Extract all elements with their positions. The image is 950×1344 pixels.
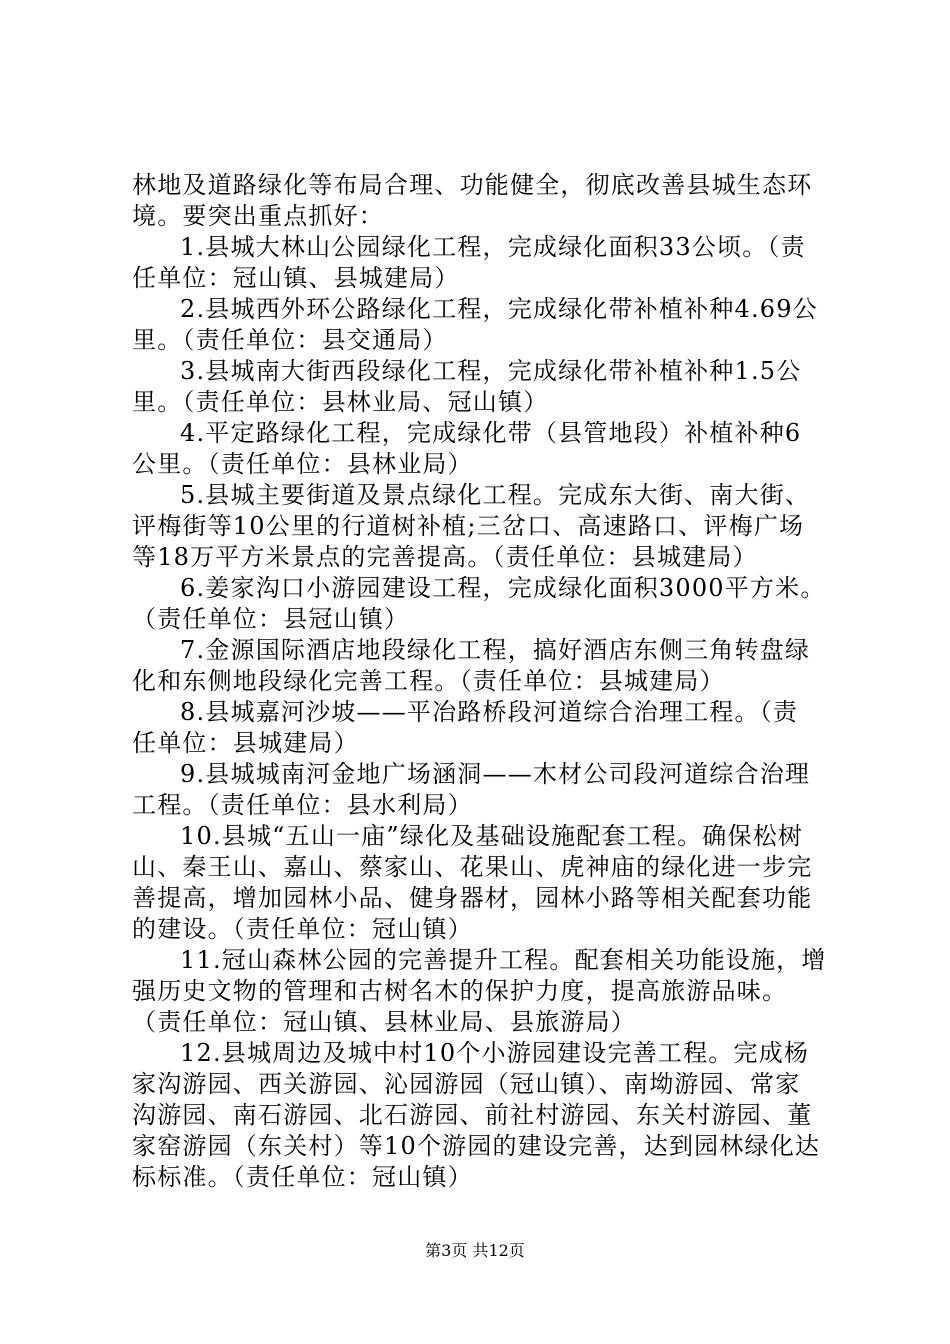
- list-item-5-line: 评梅街等10公里的行道树补植;三岔口、高速路口、评梅广场: [132, 512, 805, 540]
- list-item-8-line: 任单位：县城建局）: [132, 729, 359, 757]
- list-item-12-line: 家窑游园（东关村）等10个游园的建设完善，达到园林绿化达: [132, 1132, 821, 1160]
- list-item-1-line: 1.县城大林山公园绿化工程，完成绿化面积33公顷。（责: [180, 233, 806, 261]
- list-item-10-line: 山、秦王山、嘉山、蔡家山、花果山、虎神庙的绿化进一步完: [132, 853, 813, 881]
- list-item-12-line: 家沟游园、西关游园、沁园游园（冠山镇）、南坳游园、常家: [132, 1070, 801, 1098]
- list-item-10-line: 10.县城“五山一庙”绿化及基础设施配套工程。确保松树: [180, 822, 804, 850]
- page-number-footer: 第3页 共12页: [425, 1241, 525, 1260]
- list-item-11-line: （责任单位：冠山镇、县林业局、县旅游局）: [132, 1008, 636, 1036]
- list-item-2-line: 里。（责任单位：县交通局）: [132, 326, 448, 354]
- list-item-10-line: 的建设。（责任单位：冠山镇）: [132, 915, 473, 943]
- list-item-4-line: 公里。（责任单位：县林业局）: [132, 450, 473, 478]
- list-item-3-line: 3.县城南大街西段绿化工程，完成绿化带补植补种1.5公: [180, 357, 802, 385]
- list-item-9-line: 工程。（责任单位：县水利局）: [132, 791, 473, 819]
- list-item-10-line: 善提高，增加园林小品、健身器材，园林小路等相关配套功能: [132, 884, 813, 912]
- list-item-7-line: 化和东侧地段绿化完善工程。（责任单位：县城建局）: [132, 667, 725, 695]
- list-item-1-line: 任单位：冠山镇、县城建局）: [132, 264, 460, 292]
- list-item-5-line: 等18万平方米景点的完善提高。（责任单位：县城建局）: [132, 543, 758, 571]
- list-item-8-line: 8.县城嘉河沙坡——平冶路桥段河道综合治理工程。（责: [180, 698, 799, 726]
- list-item-11-line: 强历史文物的管理和古树名木的保护力度，提高旅游品味。: [132, 977, 788, 1005]
- list-item-12-line: 12.县城周边及城中村10个小游园建设完善工程。完成杨: [180, 1039, 810, 1067]
- document-body: [132, 170, 832, 1193]
- list-item-2-line: 2.县城西外环公路绿化工程，完成绿化带补植补种4.69公: [180, 295, 818, 323]
- list-item-12-line: 沟游园、南石游园、北石游园、前社村游园、东关村游园、董: [132, 1101, 813, 1129]
- list-item-6-line: 6.姜家沟口小游园建设工程，完成绿化面积3000平方米。: [180, 574, 826, 602]
- list-item-3-line: 里。（责任单位：县林业局、冠山镇）: [132, 388, 549, 416]
- list-item-5-line: 5.县城主要街道及景点绿化工程。完成东大街、南大街、: [180, 481, 811, 509]
- list-item-11-line: 11.冠山森林公园的完善提升工程。配套相关功能设施，增: [180, 946, 827, 974]
- list-item-9-line: 9.县城城南河金地广场涵洞——木材公司段河道综合治理: [180, 760, 811, 788]
- text-line: 林地及道路绿化等布局合理、功能健全，彻底改善县城生态环: [132, 171, 813, 199]
- list-item-6-line: （责任单位：县冠山镇）: [132, 605, 410, 633]
- list-item-7-line: 7.金源国际酒店地段绿化工程，搞好酒店东侧三角转盘绿: [180, 636, 811, 664]
- text-line: 境。要突出重点抓好：: [132, 202, 384, 230]
- list-item-12-line: 标标准。（责任单位：冠山镇）: [132, 1163, 473, 1191]
- list-item-4-line: 4.平定路绿化工程，完成绿化带（县管地段）补植补种6: [180, 419, 802, 447]
